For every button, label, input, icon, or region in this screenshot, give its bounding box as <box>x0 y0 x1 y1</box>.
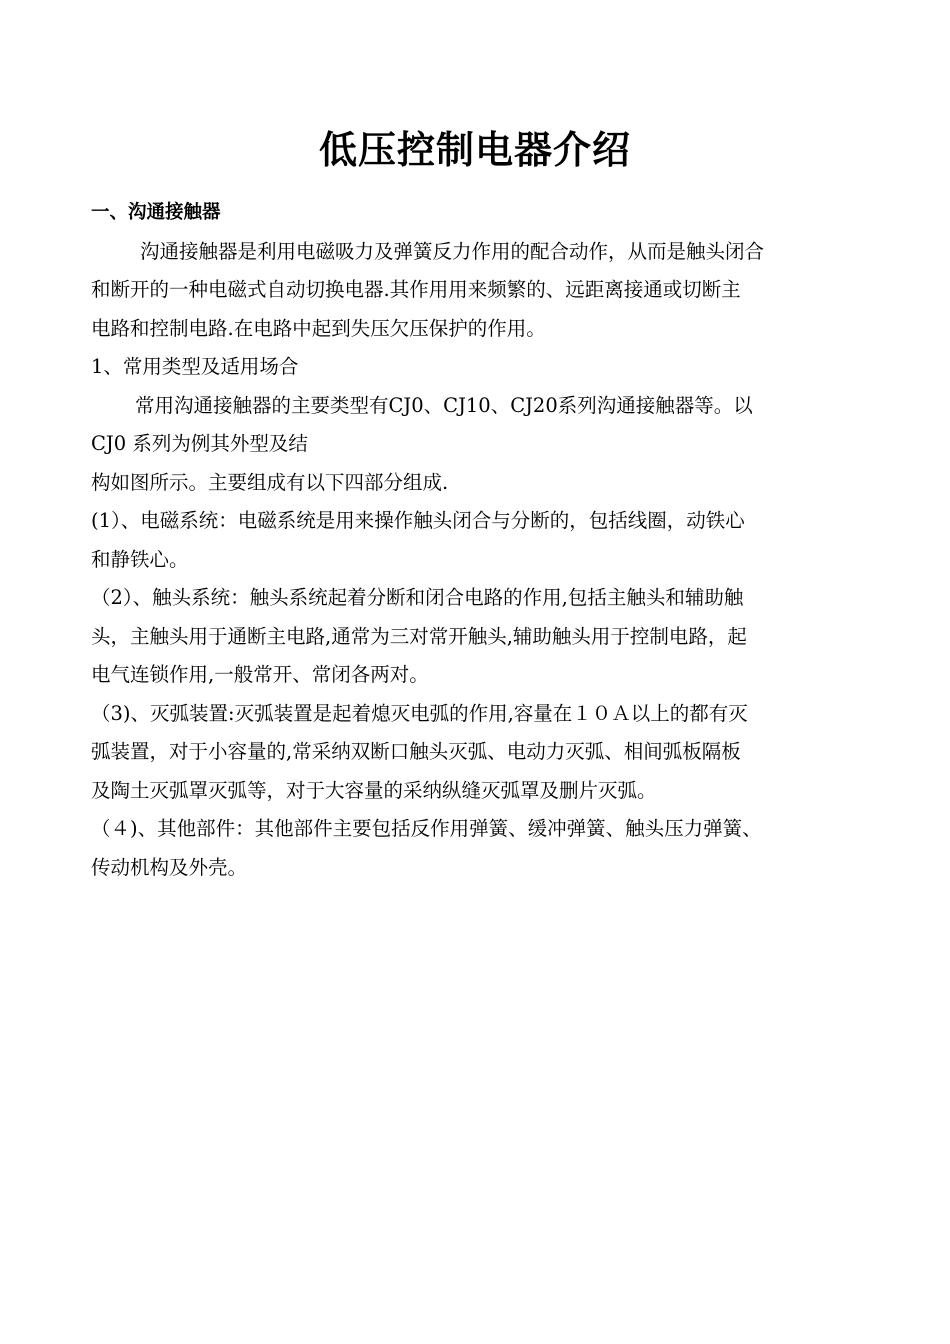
paragraph-line: 头，主触头用于通断主电路,通常为三对常开触头,辅助触头用于控制电路，起 <box>91 624 747 648</box>
section-heading: 一、沟通接触器 <box>91 202 221 223</box>
paragraph-line: 及陶土灭弧罩灭弧等，对于大容量的采纳纵缝灭弧罩及删片灭弧。 <box>91 778 657 802</box>
paragraph-line: 和断开的一种电磁式自动切换电器.其作用用来频繁的、远距离接通或切断主 <box>91 278 741 301</box>
list-item-line: （４)、其他部件：其他部件主要包括反作用弹簧、缓冲弹簧、触头压力弹簧、 <box>91 817 762 840</box>
list-item-line: （2）、触头系统：触头系统起着分断和闭合电路的作用,包括主触头和辅助触 <box>91 586 744 609</box>
list-item-line: (1）、电磁系统：电磁系统是用来操作触头闭合与分断的，包括线圈，动铁心 <box>91 509 745 532</box>
paragraph-line: 电路和控制电路.在电路中起到失压欠压保护的作用。 <box>91 316 546 340</box>
document-body <box>91 194 866 887</box>
paragraph-line: 电气连锁作用,一般常开、常闭各两对。 <box>91 663 429 686</box>
paragraph-line: 沟通接触器是利用电磁吸力及弹簧反力作用的配合动作，从而是触头闭合 <box>140 239 765 263</box>
paragraph-line: 构如图所示。主要组成有以下四部分组成. <box>91 470 449 494</box>
paragraph-line: 传动机构及外壳。 <box>91 855 248 879</box>
list-item-line: （3)、灭弧装置:灭弧装置是起着熄灭电弧的作用,容量在１０Ａ以上的都有灭 <box>91 701 748 725</box>
document-title: 低压控制电器介绍 <box>318 128 631 172</box>
paragraph-line: CJ0 系列为例其外型及结 <box>91 432 308 455</box>
paragraph-line: 常用沟通接触器的主要类型有CJ0、CJ10、CJ20系列沟通接触器等。以 <box>135 393 753 417</box>
paragraph-line: 和静铁心。 <box>91 547 189 571</box>
subsection-heading: 1、常用类型及适用场合 <box>91 355 299 378</box>
paragraph-line: 弧装置，对于小容量的,常采纳双断口触头灭弧、电动力灭弧、相间弧板隔板 <box>91 740 741 763</box>
